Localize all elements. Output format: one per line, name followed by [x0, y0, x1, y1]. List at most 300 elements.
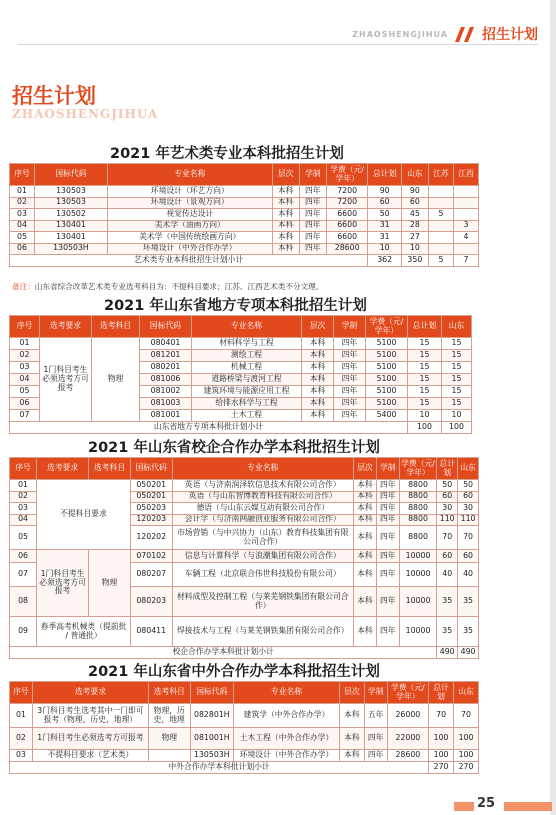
- table-cell: 5400: [366, 410, 408, 422]
- column-header: 总计划: [429, 682, 454, 704]
- table-cell: 130503H: [35, 243, 108, 255]
- table-cell: 02: [10, 197, 35, 209]
- table-cell: 环境设计（景观方向）: [107, 197, 272, 209]
- special-plan-title: 2021 年山东省地方专项本科批招生计划: [104, 298, 367, 314]
- column-header: 山东: [458, 458, 479, 480]
- art-plan-note: [12, 281, 323, 292]
- table-cell: 27: [401, 232, 428, 244]
- table-cell: 四年: [376, 587, 399, 617]
- subtotal-row: [10, 647, 479, 659]
- table-cell: 本科: [353, 480, 376, 492]
- table-cell: 05: [10, 386, 40, 398]
- column-header: 层次: [272, 164, 299, 186]
- table-cell: 四年: [376, 526, 399, 550]
- table-cell: 01: [10, 704, 33, 728]
- table-cell: 环境设计（中外合作办学）: [234, 750, 340, 762]
- table-cell: 130502: [35, 209, 108, 221]
- table-cell: 28: [401, 220, 428, 232]
- table-cell: 6600: [326, 232, 368, 244]
- table-cell: [428, 232, 453, 244]
- table-row: [10, 338, 472, 350]
- table-row: [10, 728, 479, 750]
- table-cell: 60: [437, 550, 458, 563]
- table-cell: 本科: [272, 209, 299, 221]
- subtotal-label: 校企合作办学本科批计划小计: [10, 647, 437, 659]
- table-cell: 四年: [376, 514, 399, 526]
- table-cell: 22000: [387, 728, 429, 750]
- column-header: 学制: [334, 316, 366, 338]
- table-cell: 5100: [366, 338, 408, 350]
- table-cell: 02: [10, 728, 33, 750]
- table-cell: 07: [10, 410, 40, 422]
- page-number: 25: [477, 796, 496, 811]
- column-header: 山东: [442, 316, 472, 338]
- table-cell: 04: [10, 374, 40, 386]
- table-cell: 350: [401, 255, 428, 267]
- table-cell: 130503: [35, 197, 108, 209]
- table-cell: [428, 243, 453, 255]
- column-header: 层次: [302, 316, 334, 338]
- table-cell: 15: [408, 350, 442, 362]
- table-cell: 6600: [326, 209, 368, 221]
- table-cell: 06: [10, 550, 37, 563]
- table-cell: 35: [437, 587, 458, 617]
- table-cell: 视觉传达设计: [107, 209, 272, 221]
- table-cell: 会计学（与济南网融创业服务有限公司合作）: [172, 514, 353, 526]
- subtotal-row: [10, 762, 479, 774]
- table-cell: 490: [458, 647, 479, 659]
- table-cell: 04: [10, 220, 35, 232]
- table-row: [10, 480, 479, 492]
- table-cell: 四年: [299, 197, 326, 209]
- table-cell: 8800: [399, 526, 437, 550]
- table-cell: 本科: [339, 704, 364, 728]
- table-cell: 四年: [334, 338, 366, 350]
- table-cell: 四年: [299, 243, 326, 255]
- table-cell: 60: [458, 491, 479, 503]
- table-cell: 四年: [334, 374, 366, 386]
- table-cell: 德语（与山东云媒互动有限公司合作）: [172, 503, 353, 515]
- table-cell: [453, 209, 478, 221]
- table-cell: 本科: [302, 398, 334, 410]
- table-cell: 70: [454, 704, 479, 728]
- table-row: [10, 220, 479, 232]
- column-header: 选考科目: [89, 458, 131, 480]
- coop-plan-table: [9, 457, 479, 659]
- column-header: 选考要求: [40, 316, 92, 338]
- table-cell: 070102: [130, 550, 172, 563]
- table-cell: 120202: [130, 526, 172, 550]
- table-cell: 本科: [302, 338, 334, 350]
- column-header: 国标代码: [35, 164, 108, 186]
- table-cell: 物理，历史，地理: [149, 704, 191, 728]
- table-cell: 270: [429, 762, 454, 774]
- table-cell: 31: [368, 232, 401, 244]
- table-row: [10, 209, 479, 221]
- table-cell: 130503H: [190, 750, 234, 762]
- sino-plan-title: 2021 年山东省中外合作办学本科批招生计划: [88, 664, 380, 680]
- column-header: 序号: [10, 164, 35, 186]
- table-cell: 四年: [376, 480, 399, 492]
- table-cell: 01: [10, 480, 37, 492]
- table-cell: 130401: [35, 220, 108, 232]
- table-cell: 45: [401, 209, 428, 221]
- table-cell: 本科: [302, 350, 334, 362]
- table-cell: 31: [368, 220, 401, 232]
- table-cell: 100: [408, 422, 442, 434]
- table-cell: 40: [458, 563, 479, 587]
- column-header: 序号: [10, 316, 40, 338]
- table-cell: 四年: [334, 350, 366, 362]
- column-header: 学费（元/学年）: [326, 164, 368, 186]
- table-cell: 物理: [149, 728, 191, 750]
- table-cell: 100: [454, 750, 479, 762]
- table-cell: 本科: [272, 197, 299, 209]
- table-cell: 5: [428, 209, 453, 221]
- table-cell: 60: [368, 197, 401, 209]
- table-cell: 081201: [140, 350, 192, 362]
- table-cell: 15: [442, 374, 472, 386]
- table-cell: 08: [10, 587, 37, 617]
- table-cell: 四年: [376, 491, 399, 503]
- table-cell: 10: [408, 410, 442, 422]
- table-row: [10, 550, 479, 563]
- column-header: 学制: [364, 682, 387, 704]
- subtotal-label: 山东省地方专项本科批计划小计: [10, 422, 408, 434]
- table-cell: 四年: [334, 410, 366, 422]
- table-cell: 给排水科学与工程: [192, 398, 302, 410]
- table-cell: [453, 197, 478, 209]
- table-cell: [453, 186, 478, 198]
- table-cell: 1门科目考生必须选考方可报考: [32, 728, 148, 750]
- column-header: 专业名称: [107, 164, 272, 186]
- column-header: 选考科目: [92, 316, 140, 338]
- art-plan-table: [9, 163, 479, 267]
- table-cell: 5: [428, 255, 453, 267]
- column-header: 江苏: [428, 164, 453, 186]
- table-cell: 本科: [339, 750, 364, 762]
- column-header: 学费（元/学年）: [399, 458, 437, 480]
- coop-plan-title: 2021 年山东省校企合作办学本科批招生计划: [88, 440, 380, 456]
- table-cell: 机械工程: [192, 362, 302, 374]
- table-cell: 四年: [299, 186, 326, 198]
- table-cell: 080201: [140, 362, 192, 374]
- table-cell: 5100: [366, 398, 408, 410]
- table-cell: 04: [10, 514, 37, 526]
- table-cell: 4: [453, 232, 478, 244]
- table-cell: 50: [458, 480, 479, 492]
- table-cell: 35: [437, 617, 458, 647]
- table-cell: 120203: [130, 514, 172, 526]
- column-header: 选考科目: [149, 682, 191, 704]
- column-header: 山东: [401, 164, 428, 186]
- table-header-row: [10, 316, 472, 338]
- header-pinyin: ZHAOSHENGJIHUA: [352, 29, 448, 39]
- table-cell: 10000: [399, 617, 437, 647]
- table-cell: 四年: [334, 398, 366, 410]
- running-header: [352, 24, 538, 44]
- table-cell: 10000: [399, 563, 437, 587]
- column-header: 山东: [454, 682, 479, 704]
- table-row: [10, 617, 479, 647]
- column-header: 专业名称: [234, 682, 340, 704]
- table-cell: 本科: [302, 386, 334, 398]
- table-cell: 本科: [353, 503, 376, 515]
- subject-cell: 物理: [89, 550, 131, 617]
- table-cell: 06: [10, 398, 40, 410]
- page-number-bar-right: [504, 802, 552, 811]
- table-cell: 30: [458, 503, 479, 515]
- table-cell: 06: [10, 243, 35, 255]
- table-cell: 100: [429, 728, 454, 750]
- table-header-row: [10, 458, 479, 480]
- table-cell: 15: [408, 362, 442, 374]
- column-header: 专业名称: [192, 316, 302, 338]
- table-cell: 270: [454, 762, 479, 774]
- table-cell: 本科: [353, 550, 376, 563]
- table-cell: 26000: [387, 704, 429, 728]
- table-cell: 10: [368, 243, 401, 255]
- table-cell: 5100: [366, 362, 408, 374]
- table-cell: 四年: [334, 362, 366, 374]
- table-cell: 03: [10, 750, 33, 762]
- table-cell: 本科: [272, 186, 299, 198]
- table-cell: 英语（与济南润泽软信息技术有限公司合作）: [172, 480, 353, 492]
- table-cell: 70: [437, 526, 458, 550]
- table-cell: 8800: [399, 480, 437, 492]
- table-cell: 市场营销（与中兴协力（山东）教育科技集团有限公司合作）: [172, 526, 353, 550]
- table-cell: 362: [368, 255, 401, 267]
- table-cell: 环境设计（环艺方向）: [107, 186, 272, 198]
- table-cell: 道路桥梁与渡河工程: [192, 374, 302, 386]
- table-cell: 080207: [130, 563, 172, 587]
- column-header: 总计划: [368, 164, 401, 186]
- table-cell: 15: [408, 398, 442, 410]
- page-number-bar-left: [454, 802, 474, 811]
- column-header: 专业名称: [172, 458, 353, 480]
- table-header-row: [10, 682, 479, 704]
- column-header: 学费（元/学年）: [387, 682, 429, 704]
- table-cell: 050201: [130, 491, 172, 503]
- table-cell: 四年: [376, 503, 399, 515]
- table-cell: 测绘工程: [192, 350, 302, 362]
- requirement-cell: 不提科目要求: [37, 480, 131, 550]
- table-cell: 本科: [302, 410, 334, 422]
- table-cell: 本科: [353, 491, 376, 503]
- table-cell: 110: [458, 514, 479, 526]
- table-cell: 10000: [399, 587, 437, 617]
- table-row: [10, 750, 479, 762]
- subtotal-row: [10, 255, 479, 267]
- table-cell: 07: [10, 563, 37, 587]
- note-text: 山东省综合改革艺术类专业选考科目为：不提科目要求；江苏、江西艺术类不分文理。: [34, 282, 324, 291]
- table-cell: [428, 220, 453, 232]
- table-cell: 100: [454, 728, 479, 750]
- table-cell: 五年: [364, 704, 387, 728]
- table-cell: 09: [10, 617, 37, 647]
- column-header: 国标代码: [140, 316, 192, 338]
- table-cell: 本科: [353, 563, 376, 587]
- table-cell: 081001: [140, 410, 192, 422]
- table-cell: 四年: [299, 220, 326, 232]
- column-header: 层次: [353, 458, 376, 480]
- table-cell: 四年: [364, 750, 387, 762]
- table-cell: 6600: [326, 220, 368, 232]
- table-cell: 080411: [130, 617, 172, 647]
- table-cell: 03: [10, 503, 37, 515]
- table-cell: 本科: [353, 617, 376, 647]
- table-cell: 90: [368, 186, 401, 198]
- table-cell: 110: [437, 514, 458, 526]
- table-cell: 3: [453, 220, 478, 232]
- table-cell: 四年: [376, 563, 399, 587]
- table-cell: 15: [442, 338, 472, 350]
- table-cell: 03: [10, 362, 40, 374]
- table-cell: 15: [408, 374, 442, 386]
- table-cell: 建筑学（中外合作办学）: [234, 704, 340, 728]
- table-cell: 05: [10, 526, 37, 550]
- table-cell: 10: [401, 243, 428, 255]
- table-cell: 60: [401, 197, 428, 209]
- table-cell: 5100: [366, 374, 408, 386]
- table-cell: 8800: [399, 503, 437, 515]
- table-cell: 信息与计算科学（与浪潮集团有限公司合作）: [172, 550, 353, 563]
- table-cell: 美术学（中国传统绘画方向）: [107, 232, 272, 244]
- subject-cell: 物理: [92, 338, 140, 422]
- table-cell: 本科: [353, 526, 376, 550]
- table-cell: [428, 186, 453, 198]
- table-cell: 材料成型及控制工程（与莱芜钢铁集团有限公司合作）: [172, 587, 353, 617]
- table-cell: 四年: [299, 232, 326, 244]
- table-cell: 28600: [387, 750, 429, 762]
- column-header: 选考要求: [37, 458, 89, 480]
- table-cell: 四年: [334, 386, 366, 398]
- table-cell: 建筑环境与能源应用工程: [192, 386, 302, 398]
- page-spine: [550, 0, 556, 815]
- column-header: 学费（元/学年）: [366, 316, 408, 338]
- table-cell: 英语（与山东智博教育科技有限公司合作）: [172, 491, 353, 503]
- table-cell: 90: [401, 186, 428, 198]
- table-cell: 土木工程: [192, 410, 302, 422]
- table-cell: 本科: [272, 220, 299, 232]
- table-row: [10, 197, 479, 209]
- table-cell: 7: [453, 255, 478, 267]
- table-cell: 15: [442, 350, 472, 362]
- table-cell: 5100: [366, 350, 408, 362]
- note-label: 备注：: [12, 282, 35, 291]
- table-cell: 490: [437, 647, 458, 659]
- column-header: 国标代码: [130, 458, 172, 480]
- table-cell: 50: [437, 480, 458, 492]
- table-cell: 081003: [140, 398, 192, 410]
- table-cell: 本科: [302, 374, 334, 386]
- table-cell: 082801H: [190, 704, 234, 728]
- table-cell: 050201: [130, 480, 172, 492]
- page-title-pinyin: ZHAOSHENGJIHUA: [12, 107, 159, 121]
- table-cell: 02: [10, 350, 40, 362]
- table-cell: 081006: [140, 374, 192, 386]
- subtotal-row: [10, 422, 472, 434]
- table-cell: [453, 243, 478, 255]
- table-cell: 本科: [353, 587, 376, 617]
- table-cell: 40: [437, 563, 458, 587]
- table-cell: 100: [429, 750, 454, 762]
- table-cell: 30: [437, 503, 458, 515]
- subtotal-label: 中外合作办学本科批计划小计: [10, 762, 429, 774]
- table-cell: 本科: [272, 243, 299, 255]
- table-cell: 28600: [326, 243, 368, 255]
- table-cell: 10000: [399, 550, 437, 563]
- page-title: 招生计划: [12, 84, 96, 108]
- table-row: [10, 243, 479, 255]
- table-cell: 03: [10, 209, 35, 221]
- column-header: 学制: [299, 164, 326, 186]
- table-cell: 四年: [376, 617, 399, 647]
- table-cell: 15: [442, 362, 472, 374]
- table-cell: 130503: [35, 186, 108, 198]
- table-cell: 130401: [35, 232, 108, 244]
- table-cell: 5100: [366, 386, 408, 398]
- table-cell: 080203: [130, 587, 172, 617]
- table-cell: 10: [442, 410, 472, 422]
- requirement-cell: 春季高考机械类（提前批 / 普通批）: [37, 617, 131, 647]
- table-cell: 15: [408, 338, 442, 350]
- table-header-row: [10, 164, 479, 186]
- table-cell: 50: [368, 209, 401, 221]
- table-cell: 70: [458, 526, 479, 550]
- table-cell: 本科: [353, 514, 376, 526]
- table-cell: 70: [429, 704, 454, 728]
- table-cell: 01: [10, 338, 40, 350]
- column-header: 选考要求: [32, 682, 148, 704]
- table-cell: 本科: [339, 728, 364, 750]
- table-cell: 环境设计（中外合作办学）: [107, 243, 272, 255]
- table-cell: 60: [458, 550, 479, 563]
- table-row: [10, 704, 479, 728]
- table-cell: 100: [442, 422, 472, 434]
- table-cell: 02: [10, 491, 37, 503]
- table-cell: 四年: [364, 728, 387, 750]
- table-cell: 050203: [130, 503, 172, 515]
- table-cell: 7200: [326, 186, 368, 198]
- table-cell: [428, 197, 453, 209]
- requirement-cell: 1门科目考生必须选考方可报考: [37, 550, 89, 617]
- double-slash-icon: [454, 27, 476, 41]
- table-cell: [149, 750, 191, 762]
- table-cell: 8800: [399, 514, 437, 526]
- table-cell: 四年: [376, 550, 399, 563]
- header-title: 招生计划: [482, 27, 538, 43]
- column-header: 序号: [10, 458, 37, 480]
- table-cell: 01: [10, 186, 35, 198]
- table-cell: 8800: [399, 491, 437, 503]
- column-header: 江西: [453, 164, 478, 186]
- table-row: [10, 186, 479, 198]
- column-header: 国标代码: [190, 682, 234, 704]
- table-cell: 080401: [140, 338, 192, 350]
- table-cell: 05: [10, 232, 35, 244]
- table-row: [10, 232, 479, 244]
- subtotal-label: 艺术类专业本科批招生计划小计: [10, 255, 368, 267]
- sino-plan-table: [9, 681, 479, 774]
- table-cell: 材料科学与工程: [192, 338, 302, 350]
- table-cell: 081001H: [190, 728, 234, 750]
- table-cell: 15: [408, 386, 442, 398]
- column-header: 学制: [376, 458, 399, 480]
- column-header: 序号: [10, 682, 33, 704]
- header-rule: [18, 44, 538, 45]
- table-cell: 15: [442, 386, 472, 398]
